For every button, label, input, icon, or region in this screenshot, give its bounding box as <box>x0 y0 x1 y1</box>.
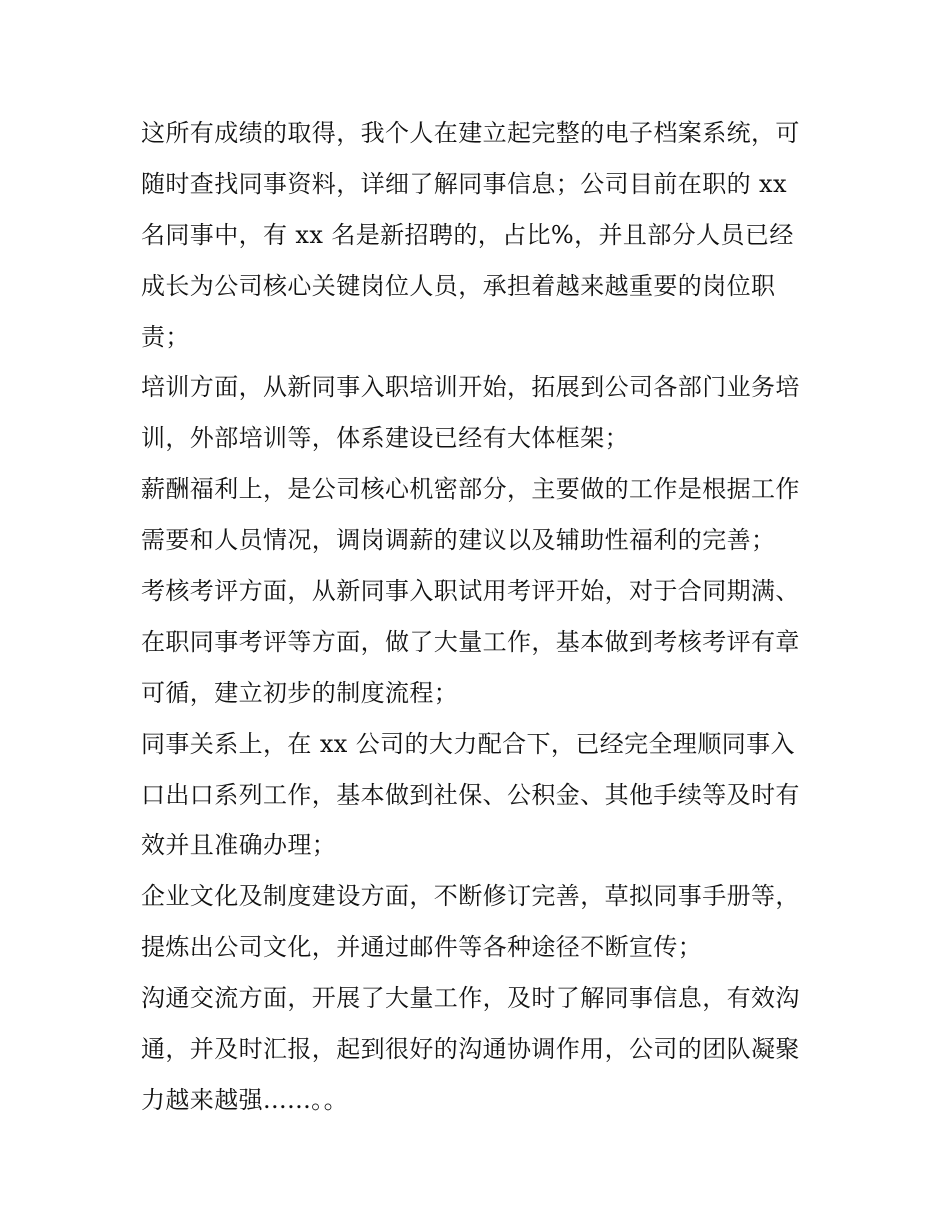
text-line: 沟通交流方面，开展了大量工作，及时了解同事信息，有效沟 <box>141 984 800 1013</box>
text-line: 企业文化及制度建设方面，不断修订完善，草拟同事手册等， <box>141 882 800 911</box>
text-line: 效并且准确办理； <box>141 831 337 860</box>
paragraph-employee-relations <box>141 719 821 872</box>
document-body <box>141 108 821 1126</box>
paragraph-assessment <box>141 566 821 719</box>
text-line: 同事关系上，在 xx 公司的大力配合下，已经完全理顺同事入 <box>141 729 795 758</box>
text-line: 薪酬福利上，是公司核心机密部分，主要做的工作是根据工作 <box>141 475 800 504</box>
paragraph-compensation <box>141 464 821 566</box>
text-line: 需要和人员情况，调岗调薪的建议以及辅助性福利的完善； <box>141 526 776 555</box>
text-line: 力越来越强......。。 <box>141 1085 348 1114</box>
text-line: 随时查找同事资料，详细了解同事信息；公司目前在职的 xx <box>141 169 787 198</box>
text-line: 可循，建立初步的制度流程； <box>141 678 459 707</box>
text-line: 考核考评方面，从新同事入职试用考评开始，对于合同期满、 <box>141 577 800 606</box>
text-line: 成长为公司核心关键岗位人员，承担着越来越重要的岗位职 <box>141 271 776 300</box>
paragraph-training <box>141 362 821 464</box>
text-line: 培训方面，从新同事入职培训开始，拓展到公司各部门业务培 <box>141 373 800 402</box>
text-line: 责； <box>141 322 190 351</box>
text-line: 名同事中，有 xx 名是新招聘的，占比%，并且部分人员已经 <box>141 220 794 249</box>
text-line: 通，并及时汇报，起到很好的沟通协调作用，公司的团队凝聚 <box>141 1035 800 1064</box>
text-line: 这所有成绩的取得，我个人在建立起完整的电子档案系统，可 <box>141 119 800 147</box>
paragraph-culture <box>141 871 821 973</box>
text-line: 提炼出公司文化，并通过邮件等各种途径不断宣传； <box>141 933 703 962</box>
paragraph-communication <box>141 973 821 1126</box>
text-line: 训，外部培训等，体系建设已经有大体框架； <box>141 424 629 453</box>
text-line: 口出口系列工作，基本做到社保、公积金、其他手续等及时有 <box>141 780 800 809</box>
text-line: 在职同事考评等方面，做了大量工作，基本做到考核考评有章 <box>141 627 800 656</box>
paragraph-achievements <box>141 108 821 362</box>
